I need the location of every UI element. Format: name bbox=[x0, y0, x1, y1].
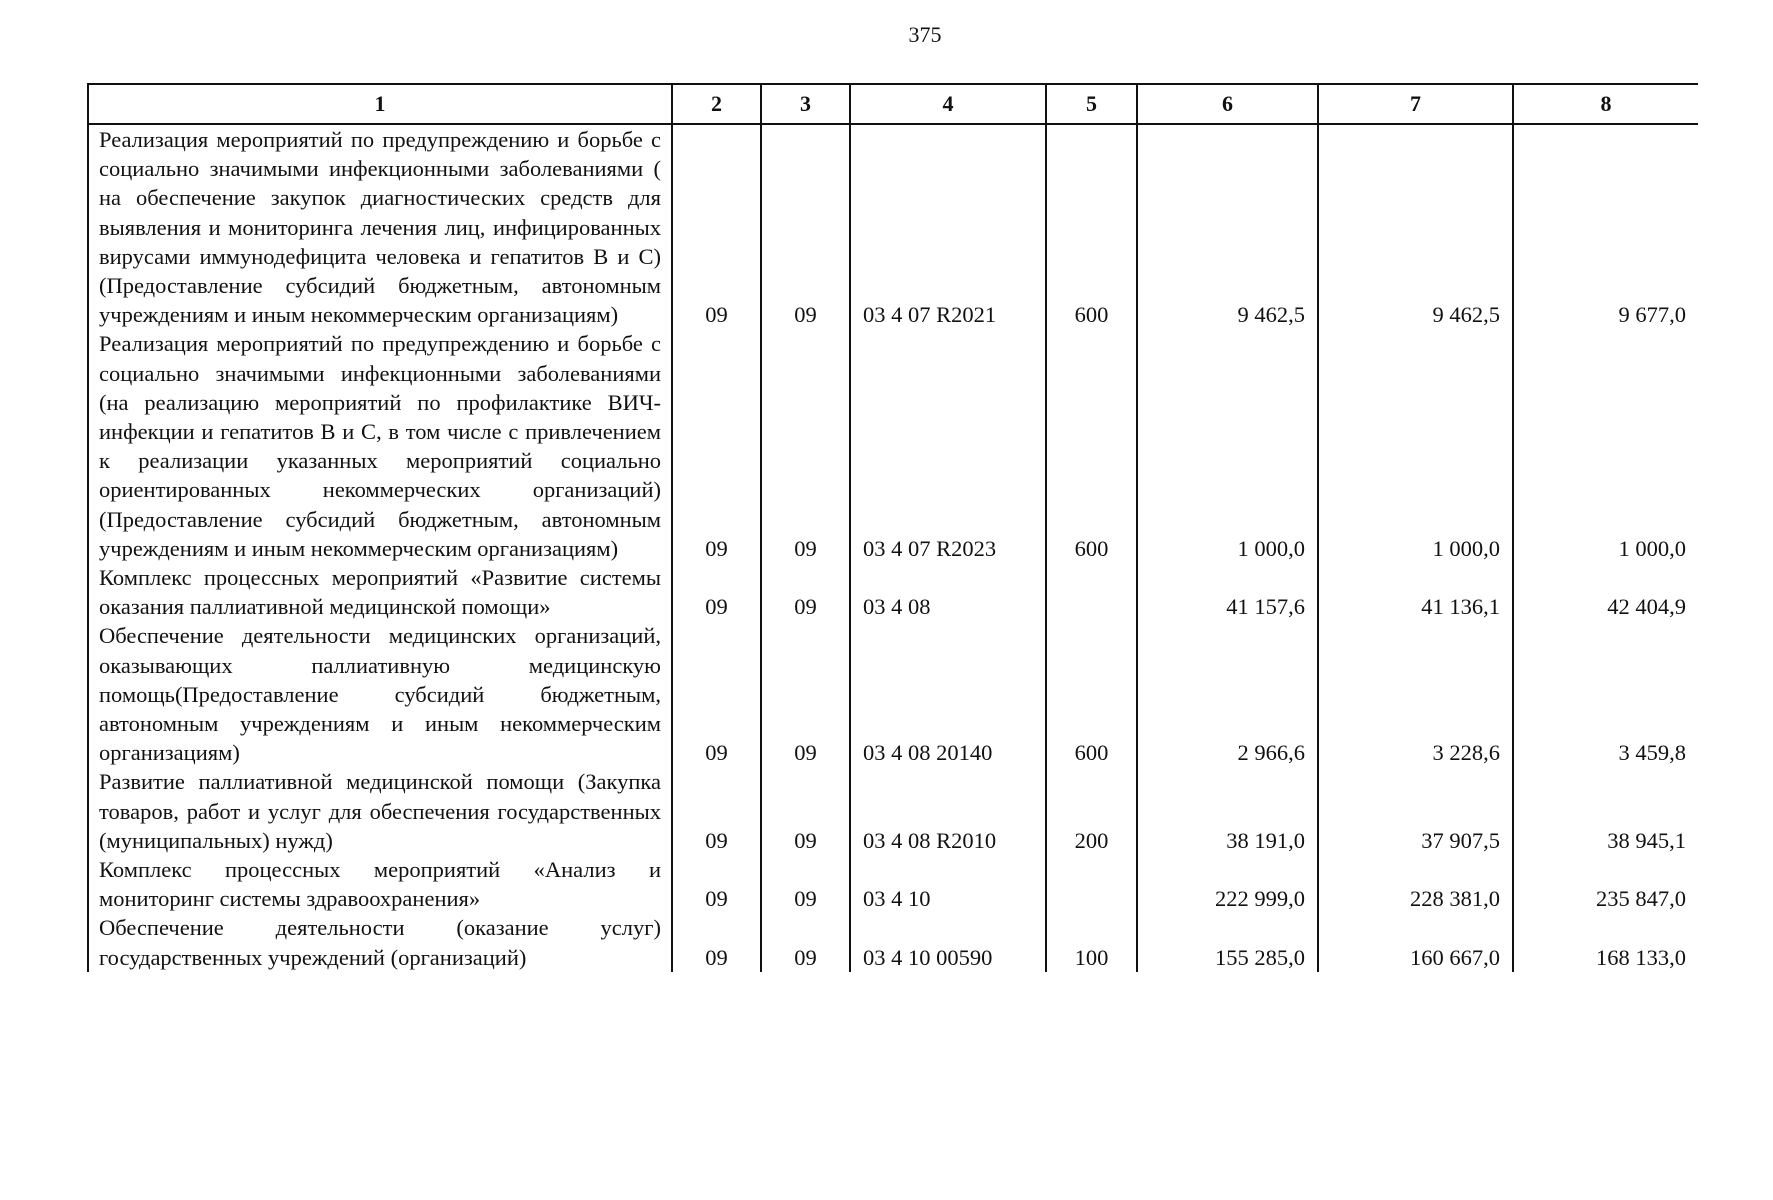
section-code: 09 bbox=[672, 767, 761, 855]
table-row bbox=[88, 124, 1698, 329]
amount-col8: 38 945,1 bbox=[1513, 767, 1698, 855]
subsection-code: 09 bbox=[761, 767, 850, 855]
amount-col7: 9 462,5 bbox=[1318, 124, 1513, 329]
budget-table-container bbox=[87, 83, 1698, 1088]
row-name: Обеспечение деятельности медицинских организаций, оказывающих паллиативную медицинскую помощь(Предоставление субсидий бюджетным, автономным учреждениям и иным некоммерческим организациям) bbox=[88, 621, 672, 767]
row-name: Реализация мероприятий по предупреждению и борьбе с социально значимыми инфекционными заболеваниями ( на обеспечение закупок диагностических средств для выявления и мониторинга лечения лиц, инфицированных вирусами иммунодефицита человека и гепатитов В и С) (Предоставление субсидий бюджетным, автономным учреждениям и иным некоммерческим организациям) bbox=[88, 124, 672, 329]
target-article-code: 03 4 08 20140 bbox=[850, 621, 1046, 767]
column-header: 2 bbox=[672, 84, 761, 124]
subsection-code: 09 bbox=[761, 913, 850, 971]
amount-col8: 3 459,8 bbox=[1513, 621, 1698, 767]
row-name: Комплекс процессных мероприятий «Развитие системы оказания паллиативной медицинской помощи» bbox=[88, 563, 672, 621]
column-header: 1 bbox=[88, 84, 672, 124]
amount-col6: 2 966,6 bbox=[1137, 621, 1318, 767]
table-row bbox=[88, 621, 1698, 767]
table-row bbox=[88, 855, 1698, 913]
column-header: 6 bbox=[1137, 84, 1318, 124]
subsection-code: 09 bbox=[761, 855, 850, 913]
amount-col8: 1 000,0 bbox=[1513, 329, 1698, 563]
amount-col7: 37 907,5 bbox=[1318, 767, 1513, 855]
row-name: Реализация мероприятий по предупреждению и борьбе с социально значимыми инфекционными заболеваниями (на реализацию мероприятий по профилактике ВИЧ-инфекции и гепатитов В и С, в том числе с привлечением к реализации указанных мероприятий социально ориентированных некоммерческих организаций) (Предоставление субсидий бюджетным, автономным учреждениям и иным некоммерческим организациям) bbox=[88, 329, 672, 563]
row-name: Обеспечение деятельности (оказание услуг) государственных учреждений (организаций) bbox=[88, 913, 672, 971]
target-article-code: 03 4 08 R2010 bbox=[850, 767, 1046, 855]
column-header: 3 bbox=[761, 84, 850, 124]
expense-type-code bbox=[1046, 855, 1137, 913]
amount-col7: 228 381,0 bbox=[1318, 855, 1513, 913]
amount-col8: 168 133,0 bbox=[1513, 913, 1698, 971]
expense-type-code: 600 bbox=[1046, 329, 1137, 563]
column-header: 5 bbox=[1046, 84, 1137, 124]
amount-col8: 9 677,0 bbox=[1513, 124, 1698, 329]
amount-col7: 41 136,1 bbox=[1318, 563, 1513, 621]
amount-col6: 41 157,6 bbox=[1137, 563, 1318, 621]
amount-col8: 42 404,9 bbox=[1513, 563, 1698, 621]
subsection-code: 09 bbox=[761, 329, 850, 563]
column-header: 7 bbox=[1318, 84, 1513, 124]
subsection-code: 09 bbox=[761, 563, 850, 621]
amount-col6: 1 000,0 bbox=[1137, 329, 1318, 563]
target-article-code: 03 4 07 R2021 bbox=[850, 124, 1046, 329]
table-row bbox=[88, 563, 1698, 621]
section-code: 09 bbox=[672, 329, 761, 563]
header-row bbox=[88, 84, 1698, 124]
subsection-code: 09 bbox=[761, 124, 850, 329]
expense-type-code: 600 bbox=[1046, 124, 1137, 329]
target-article-code: 03 4 10 00590 bbox=[850, 913, 1046, 971]
expense-type-code: 100 bbox=[1046, 913, 1137, 971]
subsection-code: 09 bbox=[761, 621, 850, 767]
section-code: 09 bbox=[672, 621, 761, 767]
target-article-code: 03 4 10 bbox=[850, 855, 1046, 913]
expense-type-code bbox=[1046, 563, 1137, 621]
amount-col7: 3 228,6 bbox=[1318, 621, 1513, 767]
section-code: 09 bbox=[672, 124, 761, 329]
page-number: 375 bbox=[908, 22, 942, 47]
budget-table bbox=[87, 83, 1698, 972]
amount-col8: 235 847,0 bbox=[1513, 855, 1698, 913]
section-code: 09 bbox=[672, 855, 761, 913]
target-article-code: 03 4 07 R2023 bbox=[850, 329, 1046, 563]
section-code: 09 bbox=[672, 913, 761, 971]
amount-col6: 155 285,0 bbox=[1137, 913, 1318, 971]
column-header: 8 bbox=[1513, 84, 1698, 124]
table-row bbox=[88, 767, 1698, 855]
section-code: 09 bbox=[672, 563, 761, 621]
table-row bbox=[88, 329, 1698, 563]
amount-col6: 222 999,0 bbox=[1137, 855, 1318, 913]
target-article-code: 03 4 08 bbox=[850, 563, 1046, 621]
row-name: Развитие паллиативной медицинской помощи (Закупка товаров, работ и услуг для обеспечения государственных (муниципальных) нужд) bbox=[88, 767, 672, 855]
expense-type-code: 200 bbox=[1046, 767, 1137, 855]
row-name: Комплекс процессных мероприятий «Анализ и мониторинг системы здравоохранения» bbox=[88, 855, 672, 913]
column-header: 4 bbox=[850, 84, 1046, 124]
amount-col6: 9 462,5 bbox=[1137, 124, 1318, 329]
amount-col7: 1 000,0 bbox=[1318, 329, 1513, 563]
amount-col7: 160 667,0 bbox=[1318, 913, 1513, 971]
amount-col6: 38 191,0 bbox=[1137, 767, 1318, 855]
table-row bbox=[88, 913, 1698, 971]
expense-type-code: 600 bbox=[1046, 621, 1137, 767]
